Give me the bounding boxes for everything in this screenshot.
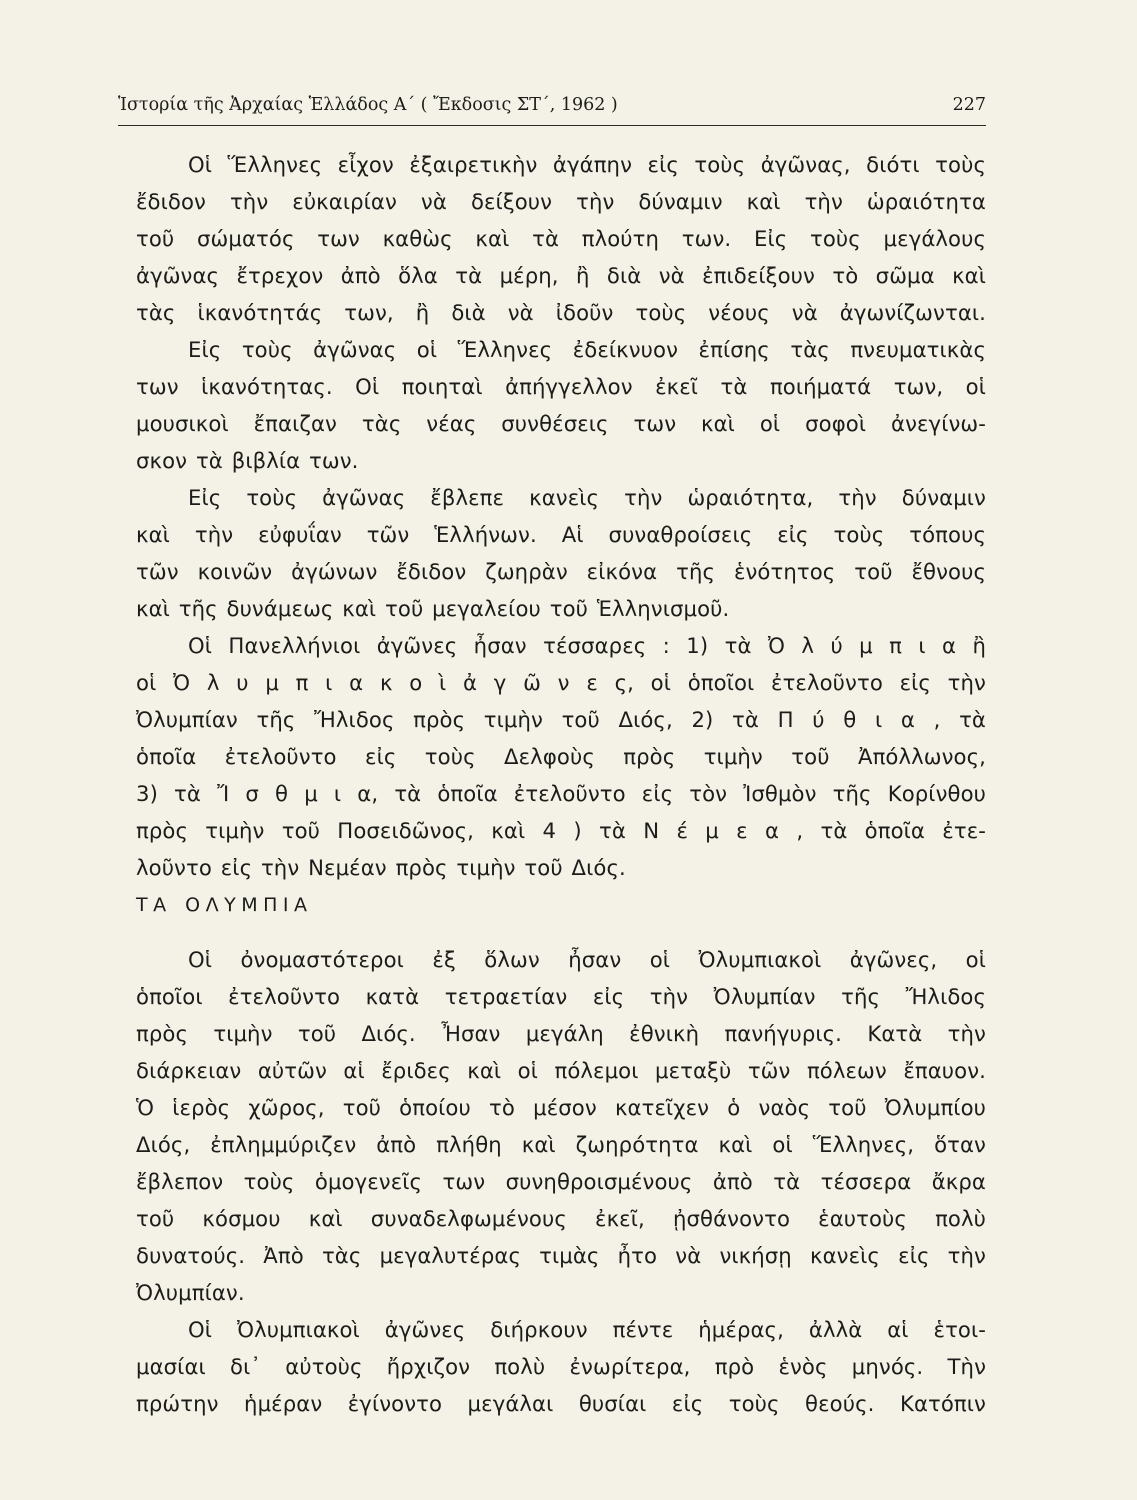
- text-line: Οἱ ὀνομαστότεροι ἐξ ὅλων ἦσαν οἱ Ὀλυμπιακοὶ ἀγῶνες, οἱ: [188, 947, 986, 972]
- text-line: πρὸς τιμὴν τοῦ Διός. Ἦσαν μεγάλη ἐθνικὴ πανήγυρις. Κατὰ τὴν: [136, 1021, 986, 1046]
- text-line: πρὸς τιμὴν τοῦ Ποσειδῶνος, καὶ 4 ) τὰ Ν έ μ ε α , τὰ ὁποῖα ἐτε-: [136, 818, 986, 843]
- text-line: τοῦ σώματός των καθὼς καὶ τὰ πλούτη των. Εἰς τοὺς μεγάλους: [136, 226, 986, 251]
- text-line: σκον τὰ βιβλία των.: [136, 448, 359, 473]
- text-line: Εἰς τοὺς ἀγῶνας ἔβλεπε κανεὶς τὴν ὡραιότητα, τὴν δύναμιν: [188, 485, 986, 510]
- text-line: μουσικοὶ ἔπαιζαν τὰς νέας συνθέσεις των καὶ οἱ σοφοὶ ἀνεγίνω-: [136, 411, 986, 436]
- header-rule: [118, 125, 986, 126]
- text-line: Οἱ Πανελλήνιοι ἀγῶνες ἦσαν τέσσαρες : 1) τὰ Ὀ λ ύ μ π ι α ἢ: [188, 633, 986, 658]
- text-line: μασίαι δι᾽ αὐτοὺς ἤρχιζον πολὺ ἐνωρίτερα, πρὸ ἑνὸς μηνός. Τὴν: [136, 1354, 986, 1379]
- text-line: τὰς ἱκανότητάς των, ἢ διὰ νὰ ἰδοῦν τοὺς νέους νὰ ἀγωνίζωνται.: [136, 300, 986, 325]
- text-line: Οἱ Ἕλληνες εἶχον ἐξαιρετικὴν ἀγάπην εἰς τοὺς ἀγῶνας, διότι τοὺς: [188, 152, 986, 177]
- text-line: Εἰς τοὺς ἀγῶνας οἱ Ἕλληνες ἐδείκνυον ἐπίσης τὰς πνευματικὰς: [188, 337, 986, 362]
- text-line: Ὁ ἱερὸς χῶρος, τοῦ ὁποίου τὸ μέσον κατεῖχεν ὁ ναὸς τοῦ Ὀλυμπίου: [136, 1095, 986, 1120]
- text-line: ὁποῖα ἐτελοῦντο εἰς τοὺς Δελφοὺς πρὸς τιμὴν τοῦ Ἀπόλλωνος,: [136, 744, 986, 769]
- running-title: Ἱστορία τῆς Ἀρχαίας Ἑλλάδος Α΄ ( Ἔκδοσις ΣΤ΄, 1962 ): [118, 95, 618, 115]
- text-line: διάρκειαν αὐτῶν αἱ ἔριδες καὶ οἱ πόλεμοι μεταξὺ τῶν πόλεων ἔπαυον.: [136, 1058, 986, 1083]
- text-line: λοῦντο εἰς τὴν Νεμέαν πρὸς τιμὴν τοῦ Διός.: [136, 855, 626, 880]
- page-number: 227: [952, 95, 986, 115]
- text-line: τοῦ κόσμου καὶ συναδελφωμένους ἐκεῖ, ᾐσθάνοντο ἑαυτοὺς πολὺ: [136, 1206, 986, 1231]
- text-line: Ὀλυμπίαν τῆς Ἤλιδος πρὸς τιμὴν τοῦ Διός, 2) τὰ Π ύ θ ι α , τὰ: [136, 707, 986, 732]
- text-line: ἀγῶνας ἔτρεχον ἀπὸ ὅλα τὰ μέρη, ἢ διὰ νὰ ἐπιδείξουν τὸ σῶμα καὶ: [136, 263, 986, 288]
- text-line: ἔβλεπον τοὺς ὁμογενεῖς των συνηθροισμένους ἀπὸ τὰ τέσσερα ἄκρα: [136, 1169, 986, 1194]
- text-line: δυνατούς. Ἀπὸ τὰς μεγαλυτέρας τιμὰς ἦτο νὰ νικήσῃ κανεὶς εἰς τὴν: [136, 1243, 986, 1268]
- text-line: ὁποῖοι ἐτελοῦντο κατὰ τετραετίαν εἰς τὴν Ὀλυμπίαν τῆς Ἤλιδος: [136, 984, 986, 1009]
- text-line: καὶ τῆς δυνάμεως καὶ τοῦ μεγαλείου τοῦ Ἑλληνισμοῦ.: [136, 596, 730, 621]
- text-line: Διός, ἐπλημμύριζεν ἀπὸ πλήθη καὶ ζωηρότητα καὶ οἱ Ἕλληνες, ὅταν: [136, 1132, 986, 1157]
- text-line: καὶ τὴν εὐφυΐαν τῶν Ἑλλήνων. Αἱ συναθροίσεις εἰς τοὺς τόπους: [136, 522, 986, 547]
- text-line: των ἱκανότητας. Οἱ ποιηταὶ ἀπήγγελλον ἐκεῖ τὰ ποιήματά των, οἱ: [136, 374, 986, 399]
- text-line: Ὀλυμπίαν.: [136, 1280, 245, 1305]
- text-line: οἱ Ὀ λ υ μ π ι α κ ο ὶ ἀ γ ῶ ν ε ς, οἱ ὁποῖοι ἐτελοῦντο εἰς τὴν: [136, 670, 986, 695]
- text-line: πρώτην ἡμέραν ἐγίνοντο μεγάλαι θυσίαι εἰς τοὺς θεούς. Κατόπιν: [136, 1391, 986, 1416]
- text-line: τῶν κοινῶν ἀγώνων ἔδιδον ζωηρὰν εἰκόνα τῆς ἑνότητος τοῦ ἔθνους: [136, 559, 986, 584]
- text-line: Οἱ Ὀλυμπιακοὶ ἀγῶνες διήρκουν πέντε ἡμέρας, ἀλλὰ αἱ ἑτοι-: [188, 1317, 986, 1342]
- text-line: ἔδιδον τὴν εὐκαιρίαν νὰ δείξουν τὴν δύναμιν καὶ τὴν ὡραιότητα: [136, 189, 986, 214]
- section-heading: ΤΑ ΟΛΥΜΠΙΑ: [136, 894, 313, 916]
- text-line: 3) τὰ Ἴ σ θ μ ι α, τὰ ὁποῖα ἐτελοῦντο εἰς τὸν Ἰσθμὸν τῆς Κορίνθου: [136, 781, 986, 806]
